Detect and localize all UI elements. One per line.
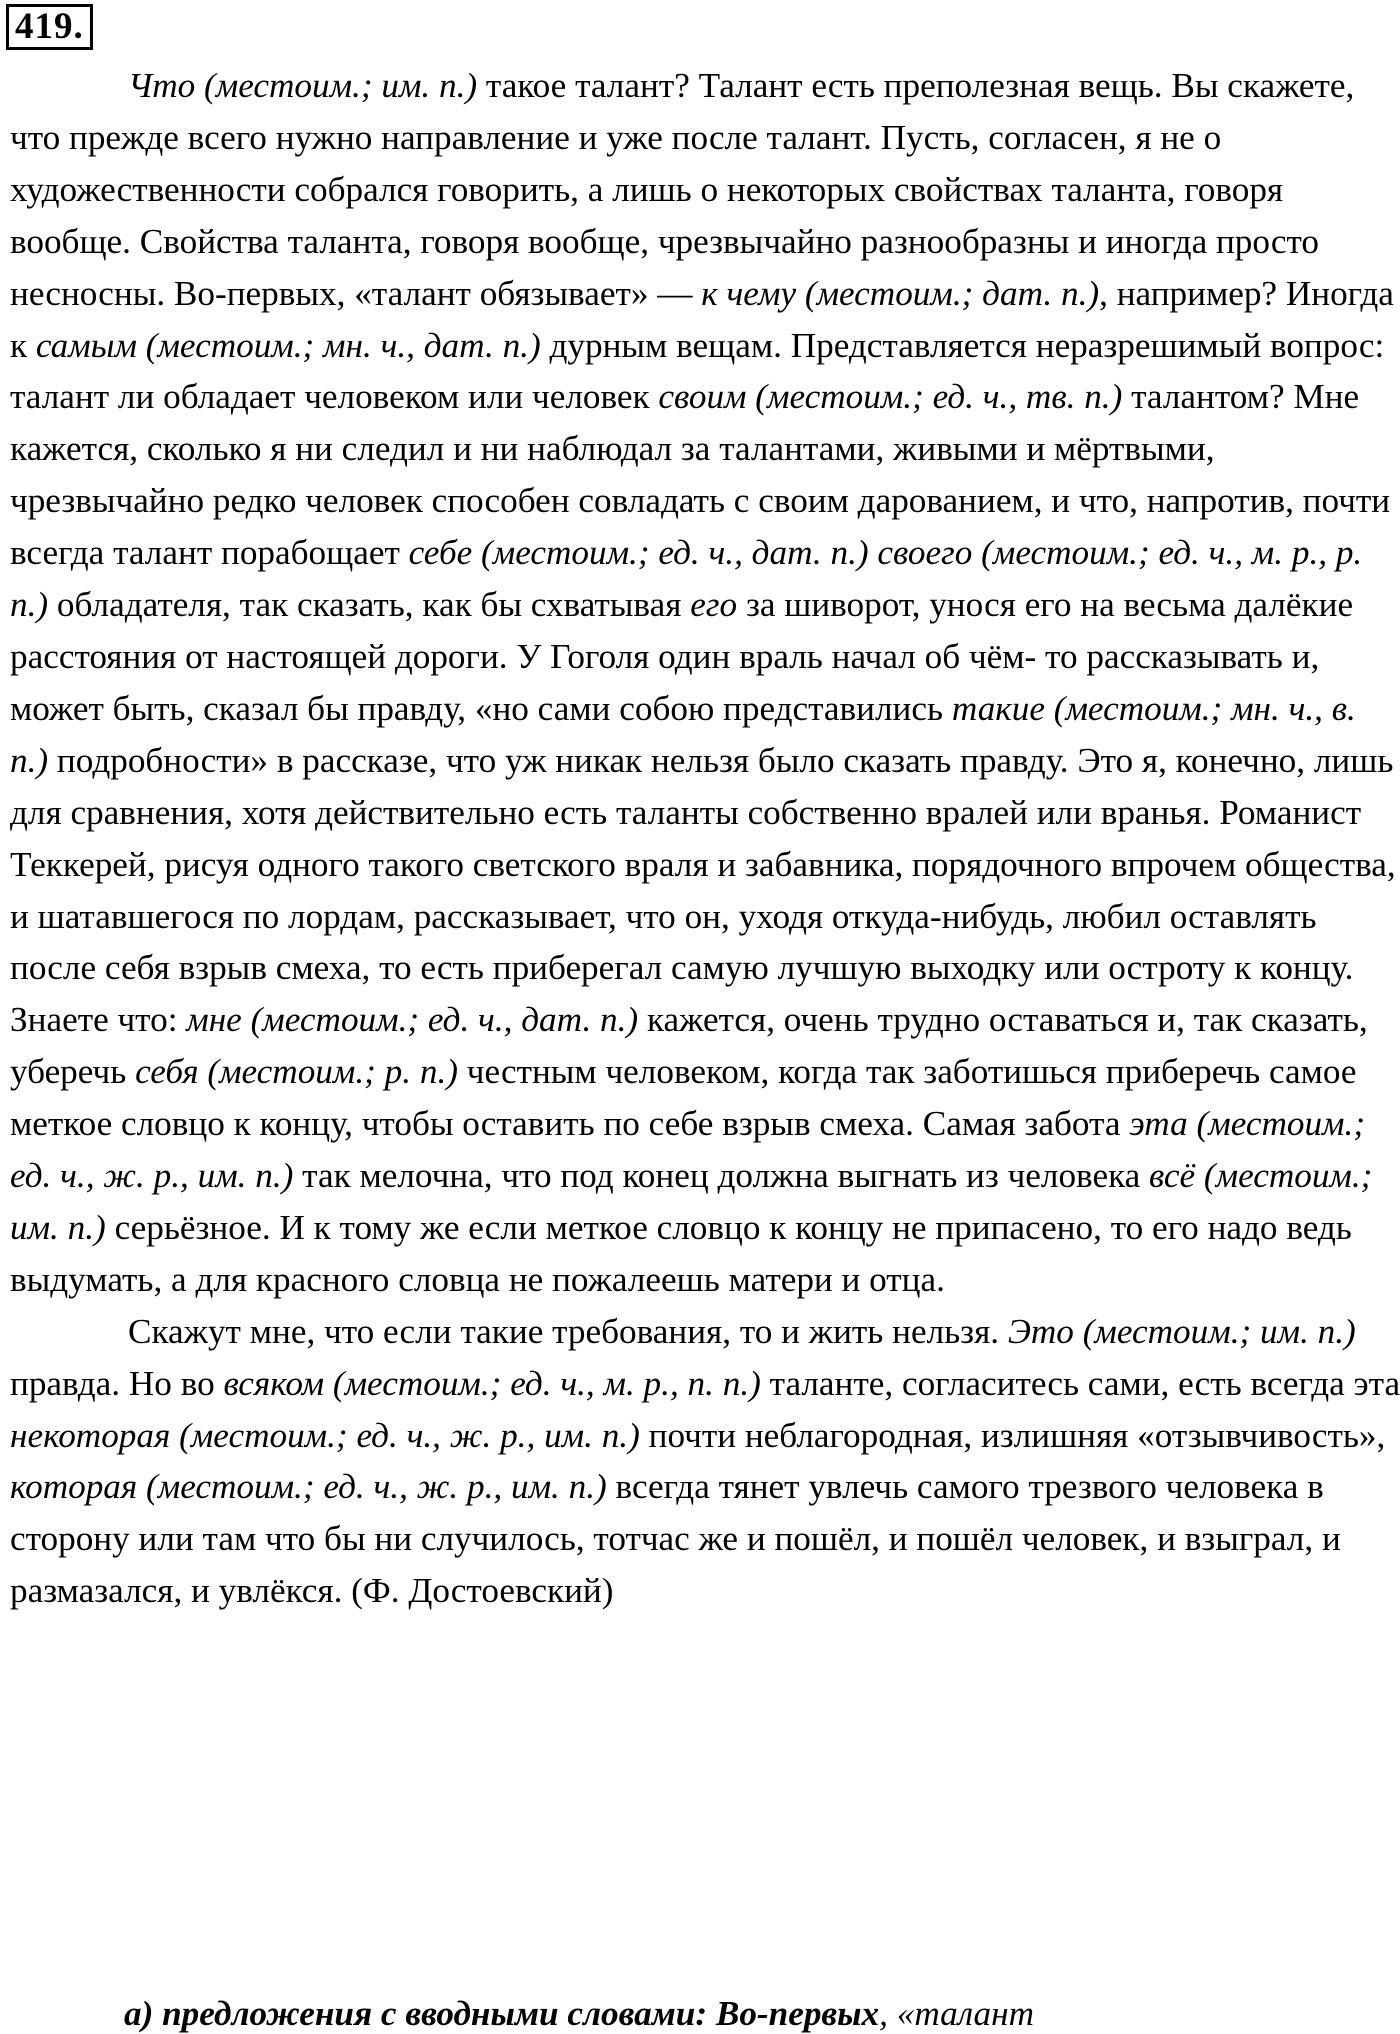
text-segment: подробности» в рассказе, что уж никак нельзя было сказать правду. Это я, конечно, лишь для сравнения, хотя действительно есть таланты собственно вралей или вранья. Романист Теккерей, рисуя одного такого светского враля и забавника, порядочного впрочем общества, и шатавшегося по лордам, рассказывает, что он, уходя откуда-нибудь, любил оставлять после себя взрыв смеха, то есть приберегал самую лучшую выходку или остроту к концу. Знаете что: [10, 740, 1396, 1040]
text-segment: обладателя, так сказать, как бы схватывая [48, 585, 691, 625]
pronoun-annotation: к чему (местоим.; дат. п.) [701, 273, 1100, 313]
answer-rest: , «талант [879, 1994, 1035, 2033]
text-segment: серьёзное. И к тому же если меткое словцо к концу не припасено, то его надо ведь выдумать, а для красного словца не пожалеешь матери и отца. [10, 1207, 1352, 1299]
pronoun-annotation: которая (местоим.; ед. ч., ж. р., им. п.) [10, 1467, 607, 1507]
exercise-text [10, 60, 1400, 1617]
paragraph-2 [10, 1306, 1400, 1617]
pronoun-annotation: его [690, 585, 738, 625]
text-segment: кажется, очень трудно оставаться и, так сказать, уберечь [10, 1000, 1368, 1092]
text-segment: так мелочна, что под конец должна выгнать из человека [293, 1156, 1150, 1196]
pronoun-annotation: своим (местоим.; ед. ч., тв. п.) [658, 377, 1123, 417]
paragraph-1 [10, 60, 1400, 1306]
text-segment: правда. Но во [10, 1363, 224, 1403]
pronoun-annotation: всё (местоим.; им. п.) [10, 1156, 1373, 1247]
text-segment: , например? Иногда к [10, 273, 1394, 365]
pronoun-annotation: Что (местоим.; им. п.) [128, 66, 478, 105]
text-segment: Скажут мне, что если такие требования, то и жить нельзя. [128, 1311, 1008, 1351]
pronoun-annotation: Это (местоим.; им. п.) [1007, 1311, 1356, 1351]
pronoun-annotation: себе (местоим.; ед. ч., дат. п.) своего (местоим.; ед. ч., м. р., р. п.) [10, 533, 1363, 625]
pronoun-annotation: самым (местоим.; мн. ч., дат. п.) [35, 325, 541, 365]
pronoun-annotation: такие (местоим.; мн. ч., в. п.) [10, 688, 1356, 780]
text-segment: такое талант? Талант есть преполезная вещь. Вы скажете, что прежде всего нужно направление и уже после талант. Пусть, согласен, я не о художественности собрался говорить, а лишь о некоторых свойствах таланта, говоря вообще. Свойства таланта, говоря вообще, чрезвычайно разнообразны и иногда просто несносны. Во-первых, «талант обязывает» — [10, 66, 1355, 313]
text-segment: талантом? Мне кажется, сколько я ни следил и ни наблюдал за талантами, живыми и мёртвыми, чрезвычайно редко человек способен совладать с своим дарованием, и что, напротив, почти всегда талант порабощает [10, 377, 1391, 573]
text-segment: всегда тянет увлечь самого трезвого человека в сторону или там что бы ни случилось, тотчас же и пошёл, и пошёл человек, и взыграл, и размазался, и увлёкся. (Ф. Достоевский) [10, 1467, 1341, 1611]
text-segment: почти неблагородная, излишняя «отзывчивость», [639, 1415, 1386, 1455]
pronoun-annotation: некоторая (местоим.; ед. ч., ж. р., им. п.) [10, 1415, 640, 1455]
pronoun-annotation: всяком (местоим.; ед. ч., м. р., п. п.) [223, 1363, 761, 1403]
text-segment: за шиворот, унося его на весьма далёкие расстояния от настоящей дороги. У Гоголя один враль начал об чём- то рассказывать и, может быть, сказал бы правду, «но сами собою представились [10, 585, 1354, 728]
pronoun-annotation: эта (местоим.; ед. ч., ж. р., им. п.) [10, 1104, 1366, 1196]
answer-line [124, 1994, 1034, 2034]
exercise-page [10, 0, 1400, 1617]
pronoun-annotation: мне (местоим.; ед. ч., дат. п.) [186, 1000, 639, 1040]
pronoun-annotation: себя (местоим.; р. п.) [135, 1052, 458, 1092]
text-segment: честным человеком, когда так заботишься приберечь самое меткое словцо к концу, чтобы оставить по себе взрыв смеха. Самая забота [10, 1052, 1357, 1144]
text-segment: таланте, согласитесь сами, есть всегда эта [760, 1363, 1400, 1403]
text-segment: дурным вещам. Представляется неразрешимый вопрос: талант ли обладает человеком или человек [10, 325, 1385, 417]
task-number: 419. [6, 4, 93, 50]
answer-label: а) предложения с вводными словами: Во-первых [124, 1994, 880, 2033]
